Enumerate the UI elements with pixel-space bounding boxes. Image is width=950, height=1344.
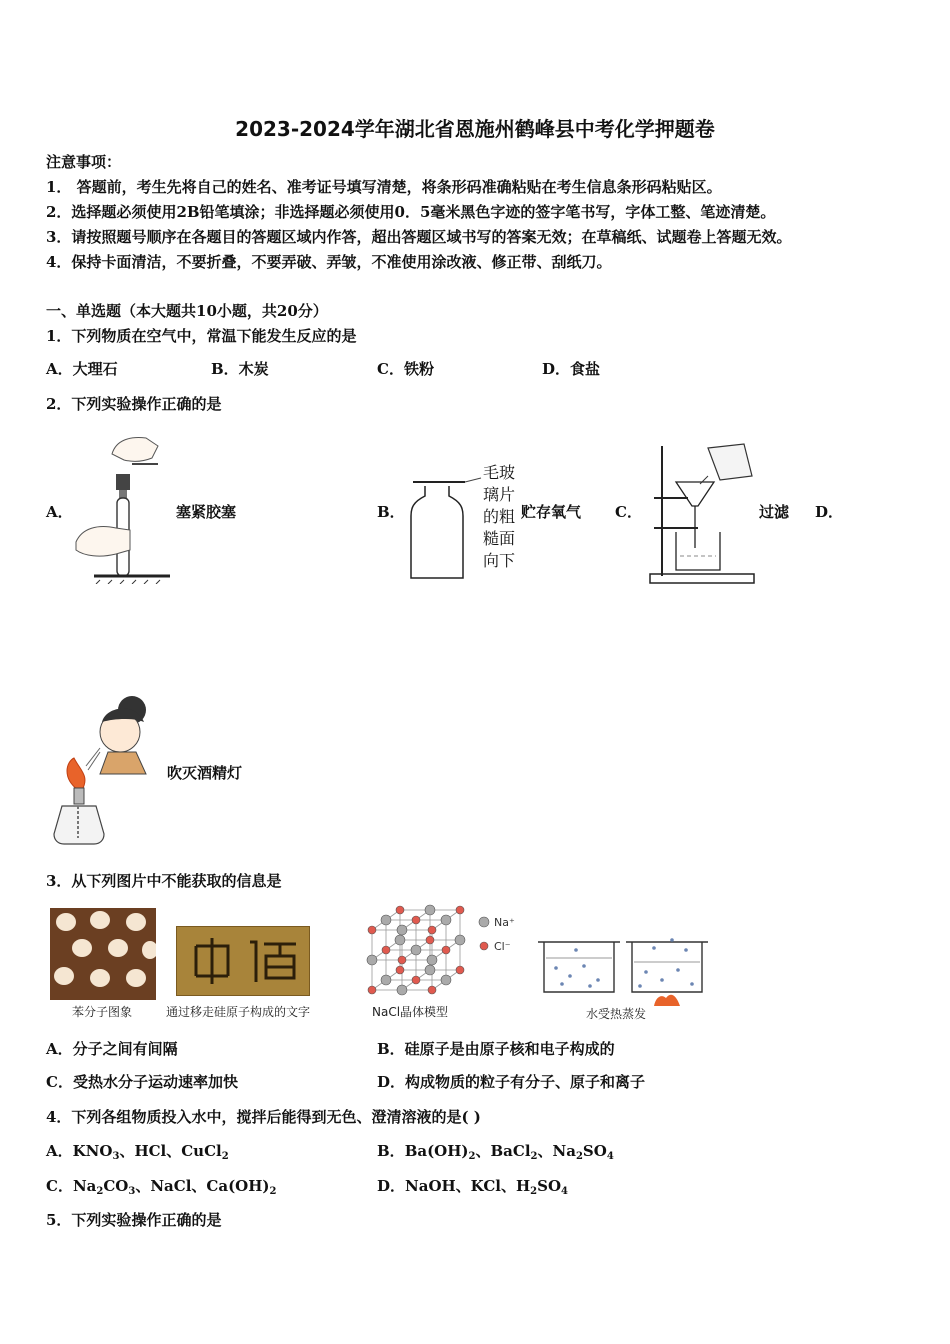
- q2-option-b-label: B．: [377, 503, 405, 521]
- q3-option-d: D．构成物质的粒子有分子、原子和离子: [377, 1073, 646, 1091]
- q2-option-c-label: C．: [615, 503, 642, 521]
- cl-ion: [368, 926, 376, 934]
- na-ion: [411, 945, 421, 955]
- q2-option-d-text: 吹灭酒精灯: [167, 764, 243, 782]
- blow-lamp-figure: [50, 688, 162, 854]
- q4-stem: 4．下列各组物质投入水中，搅拌后能得到无色、澄清溶液的是( ): [46, 1108, 481, 1126]
- na-ion: [441, 975, 451, 985]
- na-ion: [425, 965, 435, 975]
- cl-ion: [398, 956, 406, 964]
- notice-item: 3．请按照题号顺序在各题目的答题区域内作答，超出答题区域书写的答案无效；在草稿纸、试题卷上答题无效。: [46, 228, 792, 246]
- nacl-model-image: [362, 900, 522, 1000]
- silicon-text-image: [176, 926, 310, 996]
- q4-option-c: C．$Na_2CO_3$、NaCl、$Ca(OH)_2$: [46, 1177, 277, 1197]
- notice-heading: 注意事项：: [46, 153, 122, 171]
- cl-ion: [412, 916, 420, 924]
- notice-item: 1． 答题前，考生先将自己的姓名、准考证号填写清楚，将条形码准确粘贴在考生信息条形码粘贴区。: [46, 178, 722, 196]
- q1-option-a: A．大理石: [46, 360, 118, 378]
- q1-option-d: D．食盐: [542, 360, 601, 378]
- na-ion: [395, 935, 405, 945]
- gas-bottle-figure: [405, 472, 485, 584]
- notice-item: 4．保持卡面清洁，不要折叠，不要弄破、弄皱，不准使用涂改液、修正带、刮纸刀。: [46, 253, 612, 271]
- q4-option-d: D．NaOH、KCl、$H_2SO_4$: [377, 1177, 568, 1197]
- caption-benzene: 苯分子图象: [72, 1005, 133, 1019]
- q4-option-a: A．$KNO_3$、HCl、CuCl$_2$: [46, 1142, 229, 1162]
- na-ion: [441, 915, 451, 925]
- q2-stem: 2．下列实验操作正确的是: [46, 395, 222, 413]
- notice-item: 2．选择题必须使用2B铅笔填涂；非选择题必须使用0．5毫米黑色字迹的签字笔书写，字体工整、笔迹清楚。: [46, 203, 776, 221]
- cl-ion: [428, 986, 436, 994]
- q3-option-a: A．分子之间有间隔: [46, 1040, 178, 1058]
- caption-water: 水受热蒸发: [586, 1007, 647, 1021]
- na-ion: [381, 915, 391, 925]
- cl-ion: [442, 946, 450, 954]
- caption-silicon: 通过移走硅原子构成的文字: [166, 1005, 311, 1019]
- na-ion: [397, 985, 407, 995]
- cl-ion: [428, 926, 436, 934]
- q1-option-c: C．铁粉: [377, 360, 434, 378]
- water-evaporation-image: [536, 936, 708, 1006]
- q3-stem: 3．从下列图片中不能获取的信息是: [46, 872, 282, 890]
- q1-option-b: B．木炭: [211, 360, 269, 378]
- legend-cl-icon: [480, 942, 488, 950]
- q2-option-b-text: 贮存氧气: [521, 503, 582, 521]
- cl-ion: [426, 936, 434, 944]
- na-ion: [455, 935, 465, 945]
- q3-option-b: B．硅原子是由原子核和电子构成的: [377, 1040, 615, 1058]
- page-title: 2023-2024学年湖北省恩施州鹤峰县中考化学押题卷: [235, 117, 715, 141]
- q2-option-b-note: 毛玻璃片的粗糙面向下: [483, 463, 516, 570]
- legend-cl-label: Cl⁻: [494, 940, 511, 953]
- q5-stem: 5．下列实验操作正确的是: [46, 1211, 222, 1229]
- benzene-image: [50, 908, 156, 1000]
- na-ion: [381, 975, 391, 985]
- cl-ion: [456, 906, 464, 914]
- na-ion: [397, 925, 407, 935]
- cl-ion: [396, 906, 404, 914]
- q2-option-a-text: 塞紧胶塞: [176, 503, 237, 521]
- legend-na-icon: [479, 917, 489, 927]
- cl-ion: [456, 966, 464, 974]
- caption-nacl: NaCl晶体模型: [372, 1005, 449, 1019]
- filtration-figure: [648, 436, 758, 586]
- q4-option-b: B．$Ba(OH)_2$、BaCl$_2$、$Na_2SO_4$: [377, 1142, 614, 1162]
- cl-ion: [396, 966, 404, 974]
- na-ion: [367, 955, 377, 965]
- legend-na-label: Na⁺: [494, 916, 515, 929]
- stopper-tube-figure: [72, 432, 172, 584]
- q2-option-a-label: A．: [46, 503, 73, 521]
- q1-stem: 1．下列物质在空气中，常温下能发生反应的是: [46, 327, 357, 345]
- cl-ion: [412, 976, 420, 984]
- cl-ion: [368, 986, 376, 994]
- na-ion: [427, 955, 437, 965]
- section-heading: 一、单选题（本大题共10小题，共20分）: [46, 302, 328, 320]
- q3-option-c: C．受热水分子运动速率加快: [46, 1073, 238, 1091]
- na-ion: [425, 905, 435, 915]
- q2-option-c-text: 过滤: [759, 503, 790, 521]
- q2-option-d-label: D．: [815, 503, 844, 521]
- cl-ion: [382, 946, 390, 954]
